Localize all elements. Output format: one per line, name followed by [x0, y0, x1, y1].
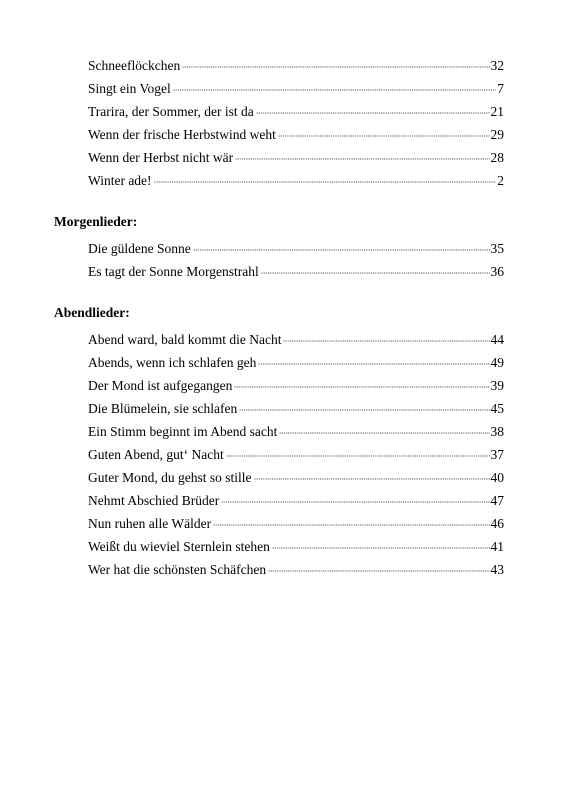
toc-entry: [88, 100, 504, 119]
toc-entry-page: 35: [490, 241, 504, 256]
dot-leader: [173, 77, 496, 93]
toc-entry-title: Die güldene Sonne: [88, 241, 191, 256]
toc-entry-page: 21: [490, 104, 504, 119]
toc-entry-page: 29: [490, 127, 504, 142]
section-heading: Abendlieder:: [54, 305, 130, 320]
toc-entry-title: Ein Stimm beginnt im Abend sacht: [88, 424, 278, 439]
toc-entry-page: 37: [490, 447, 504, 462]
toc-entry-title: Guter Mond, du gehst so stille: [88, 470, 252, 485]
dot-leader: [182, 54, 489, 70]
toc-entry-title: Nehmt Abschied Brüder: [88, 493, 220, 508]
toc-entry-title: Winter ade!: [88, 173, 152, 188]
toc-entry-title: Guten Abend, gut‘ Nacht: [88, 447, 224, 462]
dot-leader: [235, 146, 489, 162]
dot-leader: [283, 328, 489, 344]
toc-entry: [88, 146, 504, 165]
toc-entry: [88, 489, 504, 508]
toc-entry: [88, 169, 504, 188]
toc-entry-page: 49: [490, 355, 504, 370]
toc-entry: [88, 374, 504, 393]
dot-leader: [272, 535, 490, 551]
toc-entry: [88, 558, 504, 577]
toc-entry-page: 43: [490, 562, 504, 577]
toc-entry: [88, 443, 504, 462]
toc-entry-page: 40: [490, 470, 504, 485]
toc-entry-page: 39: [490, 378, 504, 393]
dot-leader: [213, 512, 489, 528]
toc-entry-title: Wenn der frische Herbstwind weht: [88, 127, 276, 142]
dot-leader: [268, 558, 489, 574]
dot-leader: [258, 351, 489, 367]
toc-entry: [88, 260, 504, 279]
toc-entry-title: Der Mond ist aufgegangen: [88, 378, 233, 393]
dot-leader: [261, 260, 490, 276]
section-heading: Morgenlieder:: [54, 214, 138, 229]
toc-entry: [88, 420, 504, 439]
toc-entry: [88, 77, 504, 96]
toc-entry: [88, 328, 504, 347]
toc-entry-title: Trarira, der Sommer, der ist da: [88, 104, 254, 119]
toc-entry-page: 7: [497, 81, 504, 96]
dot-leader: [254, 466, 490, 482]
toc-entry-page: 47: [490, 493, 504, 508]
toc-entry: [88, 123, 504, 142]
toc-entry-page: 28: [490, 150, 504, 165]
toc-entry-title: Singt ein Vogel: [88, 81, 171, 96]
dot-leader: [278, 123, 490, 139]
dot-leader: [279, 420, 489, 436]
toc-entry: [88, 237, 504, 256]
toc-entry: [88, 351, 504, 370]
dot-leader: [226, 443, 490, 459]
toc-entry: [88, 54, 504, 73]
toc-entry-page: 2: [497, 173, 504, 188]
toc-entry-title: Nun ruhen alle Wälder: [88, 516, 212, 531]
toc-entry-title: Wenn der Herbst nicht wär: [88, 150, 234, 165]
dot-leader: [256, 100, 490, 116]
toc-entry-title: Die Blümelein, sie schlafen: [88, 401, 238, 416]
dot-leader: [193, 237, 490, 253]
toc-entry-title: Schneeflöckchen: [88, 58, 181, 73]
toc-entry: [88, 535, 504, 554]
toc-entry-title: Abends, wenn ich schlafen geh: [88, 355, 257, 370]
toc-entry: [88, 466, 504, 485]
toc-entry-title: Abend ward, bald kommt die Nacht: [88, 332, 282, 347]
toc-entry-page: 38: [490, 424, 504, 439]
toc-entry-title: Es tagt der Sonne Morgenstrahl: [88, 264, 259, 279]
toc-entry-page: 46: [490, 516, 504, 531]
toc-entry: [88, 397, 504, 416]
dot-leader: [234, 374, 489, 390]
dot-leader: [239, 397, 489, 413]
toc-entry-page: 41: [490, 539, 504, 554]
toc-entry-title: Weißt du wieviel Sternlein stehen: [88, 539, 270, 554]
toc-entry: [88, 512, 504, 531]
toc-entry-title: Wer hat die schönsten Schäfchen: [88, 562, 267, 577]
toc-entry-page: 45: [490, 401, 504, 416]
dot-leader: [221, 489, 489, 505]
toc-entry-page: 32: [490, 58, 504, 73]
toc-entry-page: 36: [490, 264, 504, 279]
toc-entry-page: 44: [490, 332, 504, 347]
dot-leader: [154, 169, 497, 185]
